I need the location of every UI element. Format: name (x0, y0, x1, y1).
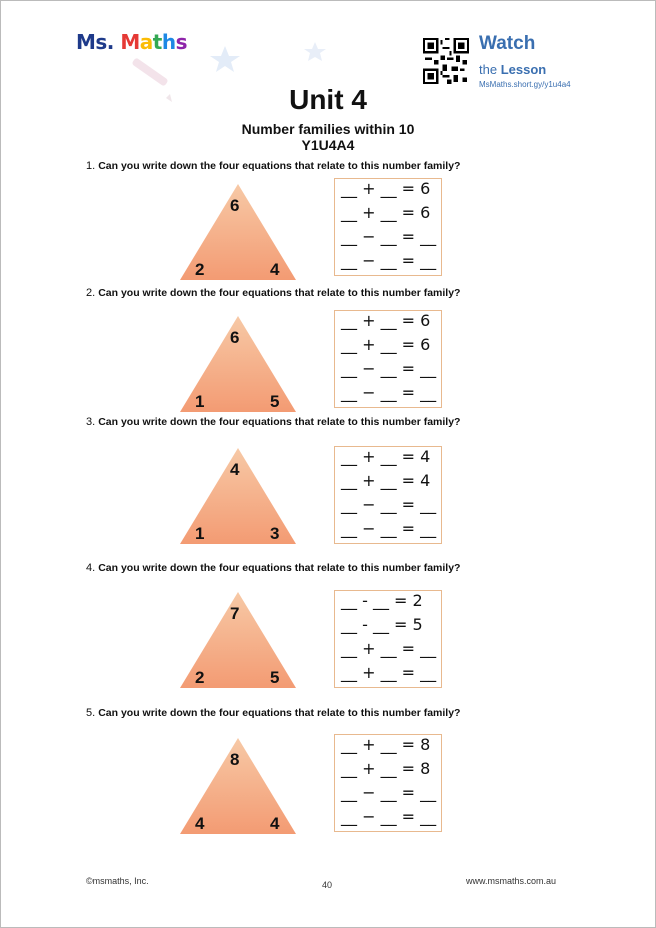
lesson-short-url[interactable]: MsMaths.short.gy/y1u4a4 (479, 80, 571, 89)
logo-letter: h (161, 30, 176, 54)
equation-line[interactable]: __ + __ = 4 (341, 471, 431, 490)
page-subtitle (0, 121, 656, 153)
equation-box-3 (334, 446, 442, 544)
question-5 (86, 707, 460, 719)
question-text: Can you write down the four equations that relate to this number family? (98, 707, 461, 719)
subtitle-code: Y1U4A4 (301, 137, 355, 153)
triangle-right-number: 4 (270, 260, 280, 279)
question-text: Can you write down the four equations that relate to this number family? (98, 160, 461, 172)
triangle-left-number: 1 (195, 524, 205, 543)
equation-line[interactable]: __ − __ = __ (341, 783, 437, 802)
footer-website-link[interactable]: www.msmaths.com.au (466, 876, 557, 886)
logo-text-ms: Ms. (76, 30, 121, 54)
question-number: 2. (86, 287, 96, 299)
number-family-triangle-2 (180, 316, 296, 412)
question-number: 4. (86, 562, 96, 574)
footer-copyright: ©msmaths, Inc. (86, 876, 149, 886)
logo-letter: a (139, 30, 153, 54)
triangle-left-number: 1 (195, 392, 205, 411)
question-number: 1. (86, 160, 96, 172)
number-family-triangle-5 (180, 738, 296, 834)
triangle-top-number: 7 (230, 604, 240, 623)
equation-line[interactable]: __ + __ = 8 (341, 759, 431, 778)
question-number: 3. (86, 416, 96, 428)
logo-letter: t (152, 30, 162, 54)
question-text: Can you write down the four equations that relate to this number family? (98, 416, 461, 428)
number-family-triangle-4 (180, 592, 296, 688)
question-2 (86, 287, 460, 299)
triangle-right-number: 5 (270, 668, 280, 687)
question-3 (86, 416, 460, 428)
equation-line[interactable]: __ − __ = __ (341, 519, 437, 538)
equation-line[interactable]: __ − __ = __ (341, 495, 437, 514)
footer-page-number: 40 (322, 880, 333, 890)
question-text: Can you write down the four equations that relate to this number family? (98, 287, 461, 299)
triangle-left-number: 2 (195, 260, 205, 279)
lesson-label[interactable] (479, 62, 546, 77)
question-number: 5. (86, 707, 96, 719)
equation-line[interactable]: __ + __ = 4 (341, 447, 431, 466)
triangle-right-number: 3 (270, 524, 280, 543)
equation-line[interactable]: __ + __ = 6 (341, 203, 431, 222)
triangle-right-number: 5 (270, 392, 280, 411)
logo-letter: M (120, 30, 140, 54)
qr-code-icon[interactable] (423, 38, 469, 84)
triangle-top-number: 6 (230, 328, 240, 347)
watch-label[interactable]: Watch (479, 33, 536, 54)
equation-line[interactable]: __ − __ = __ (341, 359, 437, 378)
page-title: Unit 4 (289, 84, 367, 115)
number-family-triangle-3 (180, 448, 296, 544)
question-text: Can you write down the four equations that relate to this number family? (98, 562, 461, 574)
triangle-right-number: 4 (270, 814, 280, 833)
triangle-top-number: 6 (230, 196, 240, 215)
logo-letter: s (175, 30, 187, 54)
equation-line[interactable]: __ + __ = __ (341, 663, 437, 682)
triangle-left-number: 4 (195, 814, 205, 833)
equation-line[interactable]: __ - __ = 5 (341, 615, 423, 634)
equation-line[interactable]: __ − __ = __ (341, 251, 437, 270)
triangle-left-number: 2 (195, 668, 205, 687)
equation-line[interactable]: __ + __ = 6 (341, 311, 431, 330)
equation-line[interactable]: __ + __ = __ (341, 639, 437, 658)
equation-box-4 (334, 590, 442, 688)
equation-line[interactable]: __ + __ = 6 (341, 335, 431, 354)
triangle-top-number: 4 (230, 460, 240, 479)
equation-line[interactable]: __ - __ = 2 (341, 591, 423, 610)
equation-box-2 (334, 310, 442, 408)
triangle-top-number: 8 (230, 750, 240, 769)
equation-box-1 (334, 178, 442, 276)
question-1 (86, 160, 460, 172)
number-family-triangle-1 (180, 184, 296, 280)
lesson-bold: Lesson (500, 62, 547, 77)
lesson-prefix: the (479, 62, 501, 77)
equation-box-5 (334, 734, 442, 832)
equation-line[interactable]: __ − __ = __ (341, 807, 437, 826)
equation-line[interactable]: __ + __ = 8 (341, 735, 431, 754)
subtitle-topic: Number families within 10 (241, 121, 415, 137)
equation-line[interactable]: __ − __ = __ (341, 383, 437, 402)
equation-line[interactable]: __ + __ = 6 (341, 179, 431, 198)
equation-line[interactable]: __ − __ = __ (341, 227, 437, 246)
question-4 (86, 562, 460, 574)
